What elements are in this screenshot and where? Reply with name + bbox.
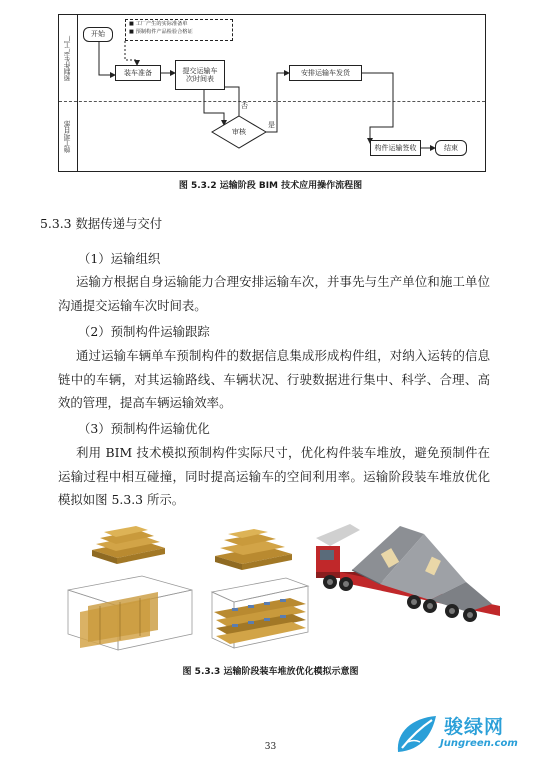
item-heading-3: （3）预制构件运输优化 [78, 421, 210, 436]
flowchart-connectors [59, 15, 487, 173]
flowchart [58, 14, 486, 172]
watermark-url: Jungreen.com [440, 738, 518, 749]
lane-factory-label: 预制件生产工厂 [63, 35, 72, 81]
leaf-logo-icon [392, 712, 440, 760]
yes-label: 是 [268, 121, 275, 129]
review-node: 审核 [232, 127, 246, 136]
stack-model-1 [92, 526, 165, 564]
stacking-simulation-figure [0, 520, 541, 660]
item-body-3: 利用 BIM 技术模拟预制构件实际尺寸，优化构件装车堆放，避免预制件在运输过程中相互碰撞，同时提高运输车的空间利用率。运输阶段装车堆放优化模拟如图 5.3.3 所示。 [58, 445, 490, 507]
watermark-name: 骏绿网 [444, 716, 505, 738]
item-heading-2: （2）预制构件运输跟踪 [78, 324, 210, 339]
load-prep-node: 装车准备 [115, 65, 161, 81]
lane-site-label: 施工项目部 [63, 120, 72, 154]
bullet-icon: ■ [129, 28, 134, 35]
container-model-1 [68, 576, 192, 650]
watermark [392, 712, 532, 766]
documents-note: ■ 工厂产生的实际准备单 ■ 预制构件产品检验合格证 [125, 19, 233, 41]
end-node: 结束 [435, 140, 467, 156]
figure-caption-5-3-3: 图 5.3.3 运输阶段装车堆放优化模拟示意图 [182, 667, 359, 677]
bullet-icon: ■ [129, 21, 134, 27]
edge-note-to-prep [125, 41, 137, 65]
edge-start-to-prep [99, 37, 115, 75]
section-heading: 5.3.3 数据传递与交付 [40, 216, 163, 231]
truck-model [316, 524, 500, 622]
edge-dispatch-to-receive [362, 73, 393, 143]
item-heading-1: （1）运输组织 [78, 251, 161, 266]
container-model-2 [212, 578, 308, 648]
dispatch-node: 安排运输车发货 [289, 65, 362, 81]
item-body-1: 运输方根据自身运输能力合理安排运输车次，并事先与生产单位和施工单位沟通提交运输车次时间表。 [58, 274, 490, 313]
receive-node: 构件运输签收 [370, 140, 421, 156]
edge-submit-to-review [204, 90, 224, 125]
submit-schedule-node: 提交运输车 次时间表 [175, 60, 225, 90]
start-node: 开始 [83, 27, 113, 42]
page-number: 33 [264, 742, 277, 752]
figure-caption-5-3-2: 图 5.3.2 运输阶段 BIM 技术应用操作流程图 [178, 181, 363, 191]
stack-model-2 [215, 529, 292, 570]
edge-review-no [225, 87, 239, 116]
no-label: 否 [241, 102, 248, 110]
item-body-2: 通过运输车辆单车预制构件的数据信息集成形成构件组，对纳入运转的信息链中的车辆，对其运输路线、车辆状况、行驶数据进行集中、科学、合理、高效的管理，提高车辆运输效率。 [58, 348, 490, 410]
